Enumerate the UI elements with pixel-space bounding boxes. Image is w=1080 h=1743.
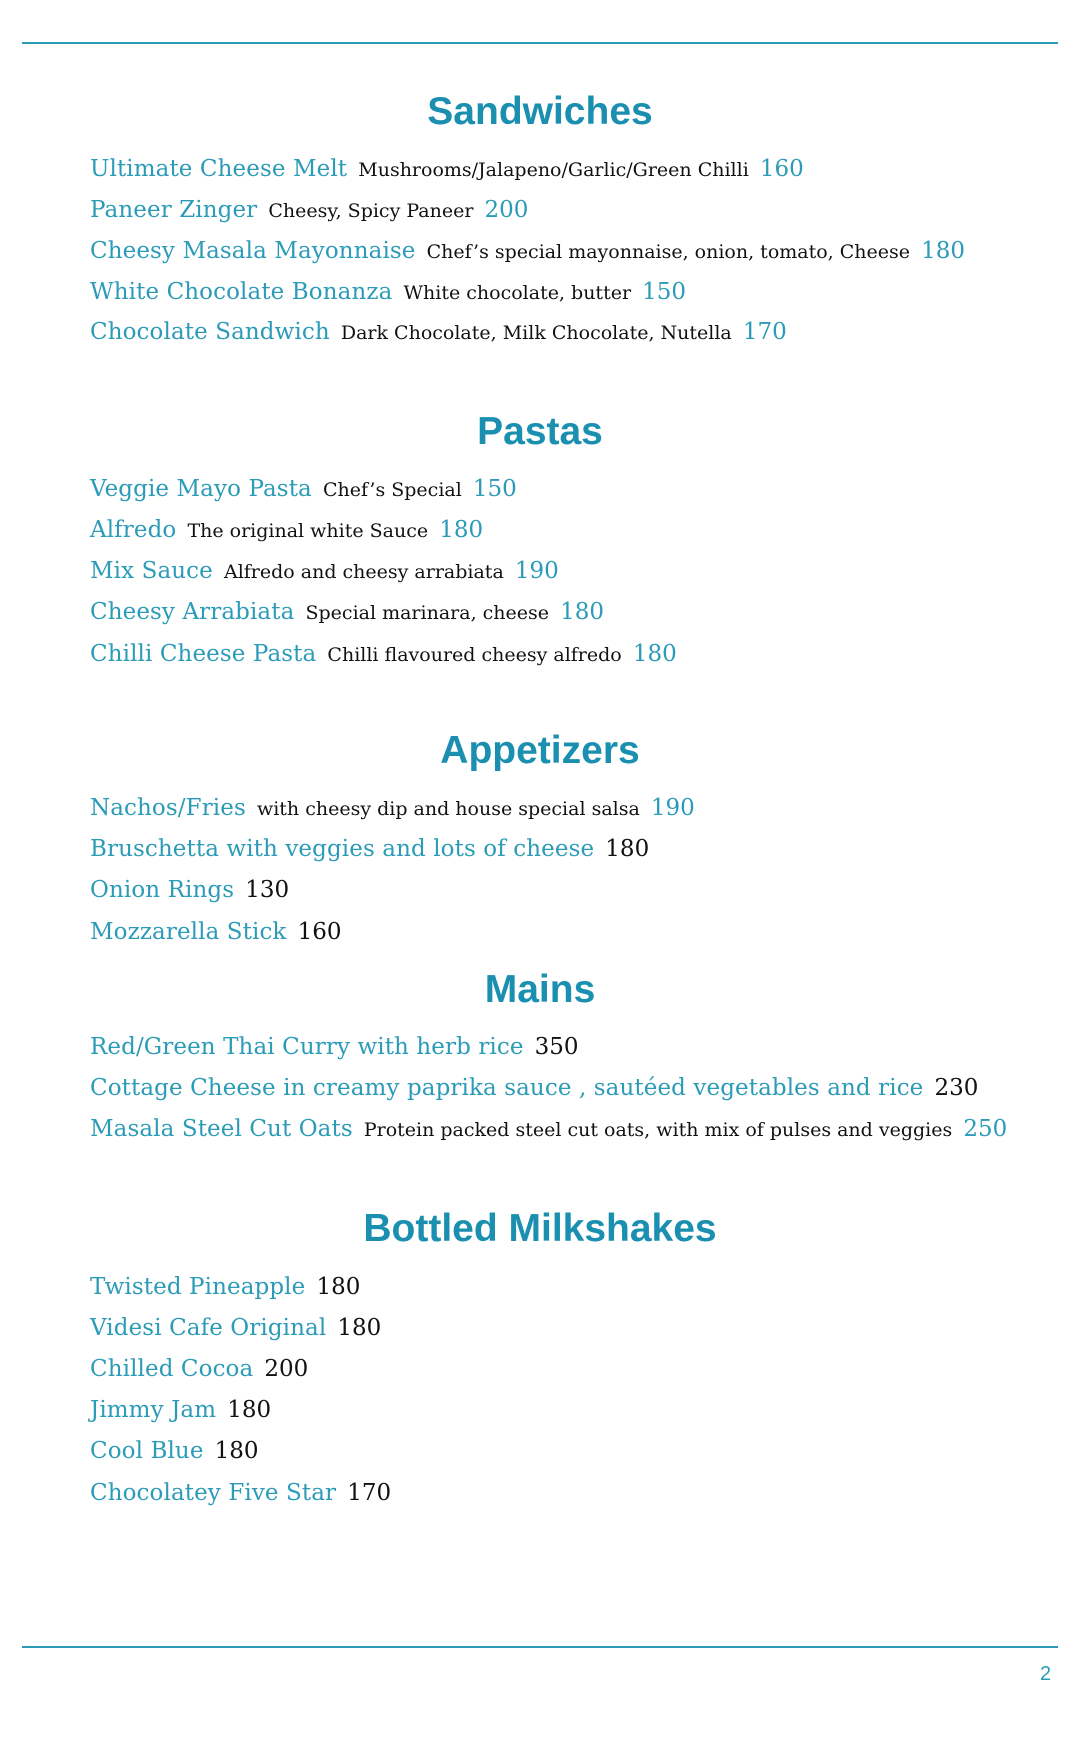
item-name: Cheesy Masala Mayonnaise [90,238,416,264]
menu-item [90,879,289,902]
item-name: Cheesy Arrabiata [90,599,295,625]
item-price: 350 [534,1034,579,1060]
item-price: 170 [347,1480,392,1506]
item-description: Special marinara, cheese [305,602,550,624]
item-name: Chilled Cocoa [90,1356,254,1382]
item-price: 190 [514,558,559,584]
item-description: White chocolate, butter [403,282,632,304]
item-name: Red/Green Thai Curry with herb rice [90,1034,524,1060]
item-price: 250 [963,1116,1008,1142]
item-description: Dark Chocolate, Milk Chocolate, Nutella [340,322,732,344]
item-name: Mix Sauce [90,558,213,584]
top-divider [22,42,1058,44]
menu-item [90,797,695,820]
menu-item [90,601,604,624]
item-price: 190 [650,795,695,821]
item-name: Onion Rings [90,877,235,903]
item-name: Jimmy Jam [90,1397,217,1423]
menu-item [90,240,965,263]
item-price: 180 [632,641,677,667]
menu-item [90,921,341,944]
item-name: Masala Steel Cut Oats [90,1116,353,1142]
item-name: Nachos/Fries [90,795,246,821]
item-price: 200 [264,1356,309,1382]
item-description: Protein packed steel cut oats, with mix of pulses and veggies [363,1119,953,1141]
item-name: Paneer Zinger [90,197,258,223]
item-price: 180 [560,599,605,625]
item-description: Chilli flavoured cheesy alfredo [327,644,622,666]
menu-item [90,199,528,222]
menu-item [90,1482,391,1505]
menu-item [90,158,804,181]
item-price: 180 [439,517,484,543]
item-price: 130 [245,877,290,903]
menu-item [90,478,517,501]
section-title-bottled-milkshakes: Bottled Milkshakes [363,1207,717,1250]
item-price: 180 [227,1397,272,1423]
item-name: Chilli Cheese Pasta [90,641,317,667]
item-name: Alfredo [90,517,177,543]
menu-item [90,1036,579,1059]
item-description: Cheesy, Spicy Paneer [268,200,474,222]
item-name: Ultimate Cheese Melt [90,156,348,182]
item-price: 160 [297,919,342,945]
menu-item [90,519,483,542]
item-name: Veggie Mayo Pasta [90,476,312,502]
item-description: Chef’s Special [322,479,462,501]
menu-item [90,281,686,304]
menu-item [90,1358,308,1381]
item-description: The original white Sauce [187,520,429,542]
section-title-appetizers: Appetizers [440,729,640,772]
item-name: Mozzarella Stick [90,919,287,945]
section-title-mains: Mains [484,968,596,1011]
item-price: 150 [472,476,517,502]
item-name: Chocolate Sandwich [90,319,330,345]
item-description: Alfredo and cheesy arrabiata [223,561,504,583]
menu-item [90,1118,1007,1141]
item-description: Chef’s special mayonnaise, onion, tomato, Cheese [426,241,911,263]
item-name: Chocolatey Five Star [90,1480,337,1506]
item-name: Twisted Pineapple [90,1274,306,1300]
item-name: Bruschetta with veggies and lots of cheese [90,836,595,862]
item-name: Cool Blue [90,1438,204,1464]
menu-item [90,1399,271,1422]
menu-item [90,643,677,666]
item-name: White Chocolate Bonanza [90,279,393,305]
item-price: 150 [642,279,687,305]
menu-item [90,1077,978,1100]
item-price: 200 [484,197,529,223]
menu-item [90,838,649,861]
item-price: 180 [605,836,650,862]
menu-item [90,321,787,344]
section-title-sandwiches: Sandwiches [427,90,653,133]
item-price: 180 [921,238,966,264]
item-price: 180 [337,1315,382,1341]
menu-item [90,1440,259,1463]
item-description: Mushrooms/Jalapeno/Garlic/Green Chilli [358,159,749,181]
item-price: 180 [316,1274,361,1300]
menu-item [90,560,559,583]
item-name: Videsi Cafe Original [90,1315,327,1341]
item-name: Cottage Cheese in creamy paprika sauce , sautéed vegetables and rice [90,1075,924,1101]
item-price: 160 [759,156,804,182]
page-number: 2 [1040,1663,1052,1685]
menu-item [90,1317,381,1340]
bottom-divider [22,1646,1058,1648]
item-price: 170 [742,319,787,345]
item-price: 180 [214,1438,259,1464]
section-title-pastas: Pastas [477,410,603,453]
menu-item [90,1276,360,1299]
item-price: 230 [934,1075,979,1101]
item-description: with cheesy dip and house special salsa [256,798,640,820]
